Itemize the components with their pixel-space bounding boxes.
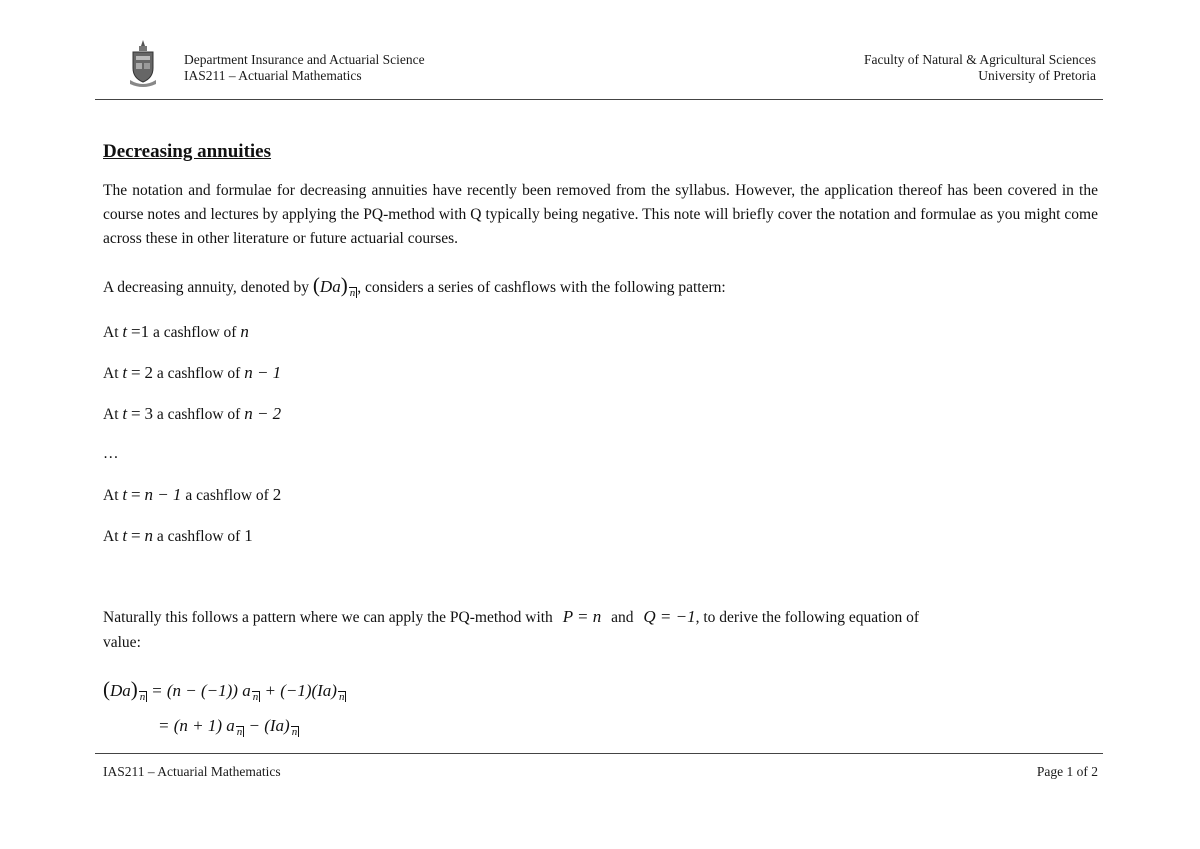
p-equation: P = n bbox=[562, 607, 602, 626]
pq-paragraph-end: value: bbox=[103, 634, 141, 651]
cashflow-row: At t = n a cashflow of 1 bbox=[103, 526, 253, 545]
header-left bbox=[184, 52, 425, 84]
department-name: Department Insurance and Actuarial Science bbox=[184, 52, 425, 67]
course-name: IAS211 – Actuarial Mathematics bbox=[184, 68, 362, 83]
equation-line-2: = (n + 1) a n − (Ia) n bbox=[158, 716, 298, 738]
cashflow-row: At t = 3 a cashflow of n − 2 bbox=[103, 404, 282, 423]
cashflow-row: At t = n − 1 a cashflow of 2 bbox=[103, 485, 282, 504]
section-title: Decreasing annuities bbox=[103, 141, 272, 162]
university-name: University of Pretoria bbox=[978, 68, 1096, 83]
denotation-before: A decreasing annuity, denoted by bbox=[103, 279, 310, 296]
intro-paragraph: The notation and formulae for decreasing annuities have recently been removed from the syllabus. However, the application thereof has been covered in the course notes and lectures by applying the PQ-method with Q typically being negative. This note will briefly cover the notation and formulae as you might come across these in other literature or future actuarial courses. bbox=[103, 182, 1098, 247]
header-right bbox=[864, 52, 1096, 84]
footer-course: IAS211 – Actuarial Mathematics bbox=[103, 764, 281, 779]
q-equation: Q = −1 bbox=[643, 607, 696, 626]
cashflow-ellipsis: … bbox=[103, 445, 119, 462]
denotation-line: A decreasing annuity, denoted by (Da) n , considers a series of cashflows with the following pattern: bbox=[103, 273, 726, 299]
cashflow-row: At t = 2 a cashflow of n − 1 bbox=[103, 363, 282, 382]
denotation-after: , considers a series of cashflows with the following pattern: bbox=[357, 279, 726, 296]
cashflow-row: At t =1 a cashflow of n bbox=[103, 322, 249, 341]
faculty-name: Faculty of Natural & Agricultural Sciences bbox=[863, 52, 1096, 67]
annuity-subscript: n bbox=[349, 287, 356, 299]
university-crest-logo bbox=[128, 38, 158, 88]
equation-line-1: (Da) n = (n − (−1)) a n + (−1)(Ia) n bbox=[103, 677, 345, 703]
footer-rule bbox=[95, 753, 1103, 754]
pq-paragraph: Naturally this follows a pattern where we can apply the PQ-method with P = n and Q = −1, to derive the following equation of bbox=[103, 607, 920, 626]
page-number: Page 1 of 2 bbox=[1036, 764, 1098, 779]
header-rule bbox=[95, 99, 1103, 100]
da-symbol: Da bbox=[319, 277, 341, 296]
